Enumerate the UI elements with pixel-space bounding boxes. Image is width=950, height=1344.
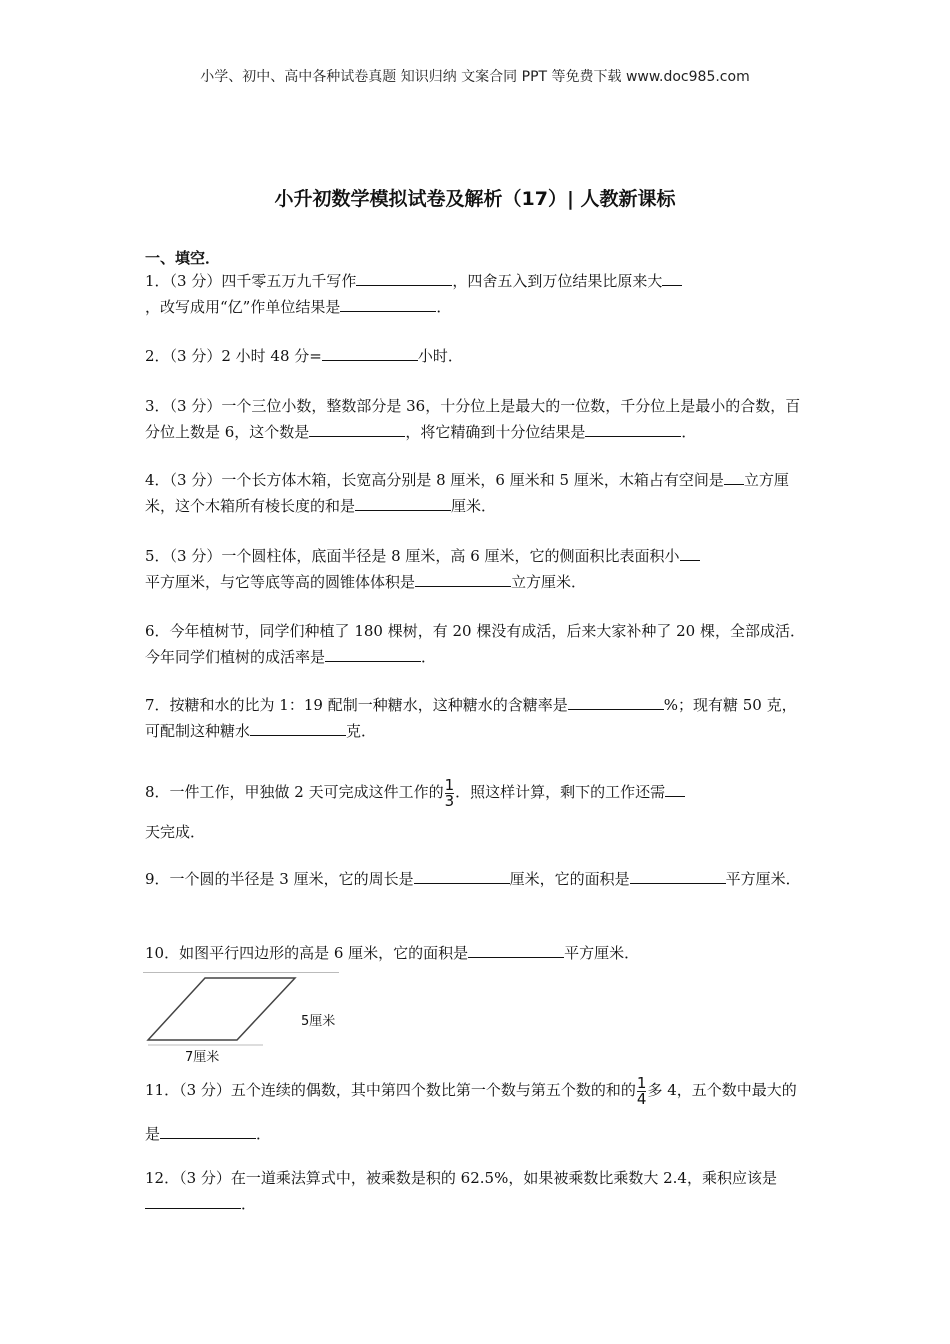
q3-blank-2[interactable] [585, 420, 681, 437]
base-length-label: 7厘米 [185, 1050, 220, 1065]
q7-blank-1[interactable] [568, 693, 664, 710]
q3-text-a: 3．（3 分）一个三位小数，整数部分是 36，十分位上是最大的一位数，千分位上是最小的合数，百分位上数是 6，这个数是 [145, 397, 801, 441]
q12-text-b: ． [241, 1195, 257, 1213]
q5-text-a: 5．（3 分）一个圆柱体，底面半径是 8 厘米，高 6 厘米，它的侧面积比表面积小 [145, 547, 680, 565]
fraction-denominator: 3 [444, 791, 455, 810]
q4-blank-1[interactable] [724, 468, 744, 485]
question-2 [145, 343, 805, 369]
q5-blank-1[interactable] [680, 544, 700, 561]
q5-text-c: 立方厘米． [511, 573, 587, 591]
q11-fraction [636, 1073, 647, 1108]
q4-text-a: 4．（3 分）一个长方体木箱，长宽高分别是 8 厘米，6 厘米和 5 厘米，木箱占有空间是 [145, 471, 724, 489]
fraction-numerator: 1 [444, 775, 455, 794]
question-5 [145, 543, 805, 595]
q1-text-c: ，改写成用“亿”作单位结果是 [145, 298, 341, 316]
question-9 [145, 866, 805, 892]
q1-blank-1[interactable] [356, 269, 452, 286]
q3-text-b: ，将它精确到十分位结果是 [405, 423, 586, 441]
q8-text-a: 8．一件工作，甲独做 2 天可完成这件工作的 [145, 783, 444, 801]
q9-text-a: 9．一个圆的半径是 3 厘米，它的周长是 [145, 870, 414, 888]
q8-text-b: ．照这样计算，剩下的工作还需 [455, 783, 666, 801]
fraction-denominator: 4 [636, 1089, 647, 1108]
page-title: 小升初数学模拟试卷及解析（17）| 人教新课标 [274, 188, 676, 210]
q6-text-a: 6．今年植树节，同学们种植了 180 棵树，有 20 棵没有成活，后来大家补种了 20 棵，全部成活．今年同学们植树的成活率是 [145, 622, 805, 666]
q2-text-b: 小时． [417, 347, 463, 365]
q7-text-b: %；现有糖 50 克，可配制这种糖水 [145, 696, 797, 740]
q7-text-a: 7．按糖和水的比为 1：19 配制一种糖水，这种糖水的含糖率是 [145, 696, 568, 714]
q10-text-a: 10．如图平行四边形的高是 6 厘米，它的面积是 [145, 944, 469, 962]
q11-text-c: ． [256, 1125, 272, 1143]
q11-text-a: 11．（3 分）五个连续的偶数，其中第四个数比第一个数与第五个数的和的 [145, 1081, 636, 1099]
q3-text-c: ． [681, 423, 697, 441]
q2-text-a: 2．（3 分）2 小时 48 分= [145, 347, 322, 365]
q5-text-b: 平方厘米，与它等底等高的圆锥体体积是 [145, 573, 416, 591]
question-7 [145, 692, 805, 744]
q12-text-a: 12．（3 分）在一道乘法算式中，被乘数是积的 62.5%，如果被乘数比乘数大 2.4，乘积应该是 [145, 1169, 777, 1187]
q10-blank-1[interactable] [468, 941, 564, 958]
q5-blank-2[interactable] [415, 570, 511, 587]
q11-text-b: 多 4，五个数中最大的是 [145, 1081, 797, 1143]
q4-text-c: 厘米． [451, 497, 497, 515]
q1-text-a: 1．（3 分）四千零五万九千写作 [145, 272, 357, 290]
q8-blank-1[interactable] [665, 780, 685, 797]
q1-blank-2[interactable] [662, 269, 682, 286]
q7-blank-2[interactable] [250, 719, 346, 736]
q9-text-c: 平方厘米． [725, 870, 801, 888]
q7-text-c: 克． [346, 722, 377, 740]
section-heading: 一、填空． [145, 249, 221, 267]
q3-blank-1[interactable] [309, 420, 405, 437]
q8-text-c: 天完成． [145, 823, 206, 841]
page-header-banner: 小学、初中、高中各种试卷真题 知识归纳 文案合同 PPT 等免费下载 www.doc985.com [200, 69, 750, 85]
q12-blank-1[interactable] [145, 1192, 241, 1209]
q1-text-d: ． [436, 298, 452, 316]
q8-fraction [444, 775, 455, 810]
q9-blank-1[interactable] [414, 867, 510, 884]
side-length-label: 5厘米 [301, 1014, 336, 1029]
q9-blank-2[interactable] [630, 867, 726, 884]
q4-blank-2[interactable] [355, 494, 451, 511]
question-11 [145, 1068, 805, 1156]
q2-blank-1[interactable] [322, 344, 418, 361]
question-10 [145, 940, 805, 966]
question-8 [145, 772, 805, 852]
q11-blank-1[interactable] [160, 1122, 256, 1139]
q1-text-b: ，四舍五入到万位结果比原来大 [452, 272, 663, 290]
parallelogram-figure [143, 972, 348, 1071]
q10-text-b: 平方厘米． [564, 944, 640, 962]
question-6 [145, 618, 805, 670]
q1-blank-3[interactable] [340, 295, 436, 312]
parallelogram-shape [148, 978, 295, 1040]
question-3 [145, 393, 805, 445]
q9-text-b: 厘米，它的面积是 [509, 870, 630, 888]
q6-blank-1[interactable] [325, 645, 421, 662]
q6-text-b: ． [421, 648, 437, 666]
fraction-numerator: 1 [636, 1073, 647, 1092]
question-12 [145, 1165, 805, 1217]
question-4 [145, 467, 805, 519]
question-1 [145, 268, 805, 320]
q4-text-b: 立方厘米，这个木箱所有棱长度的和是 [145, 471, 789, 515]
